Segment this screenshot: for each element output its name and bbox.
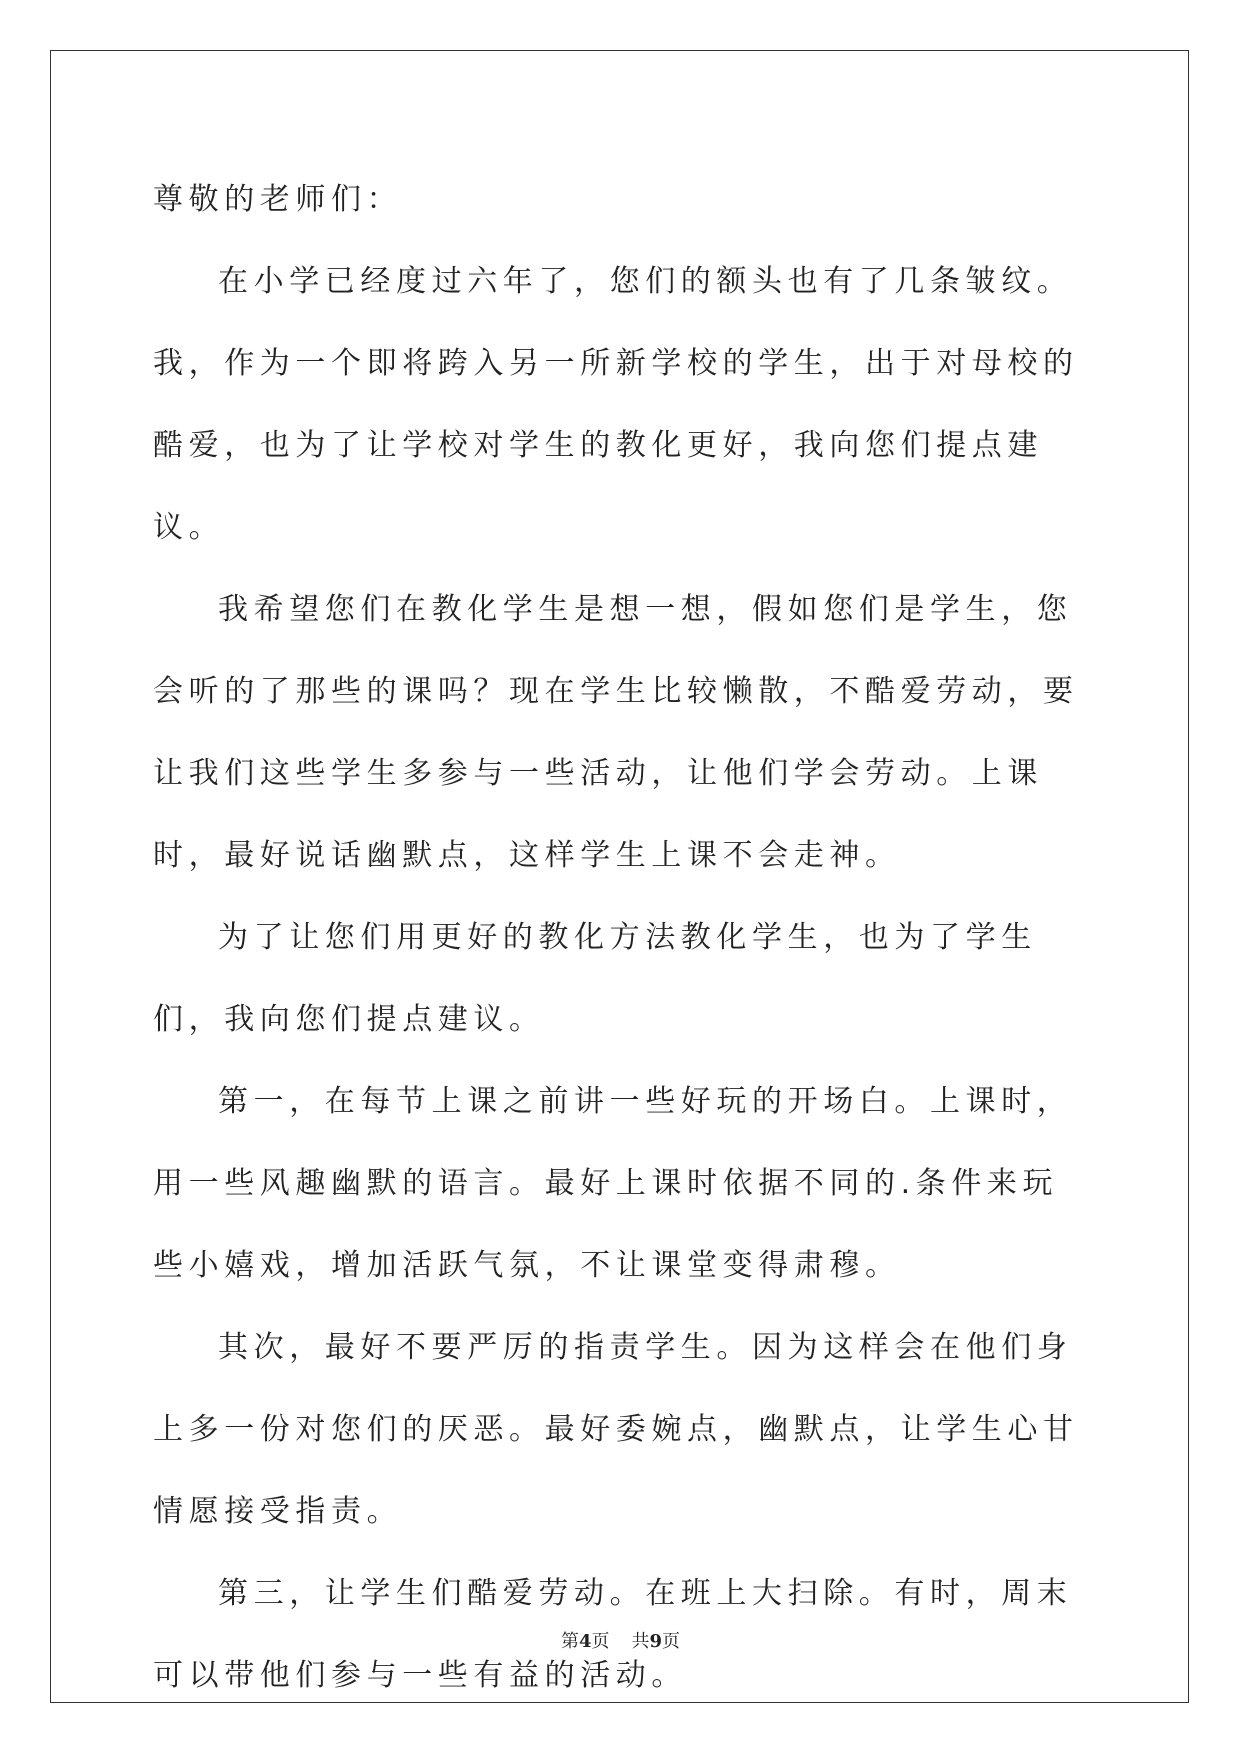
page-prefix: 第 [560, 1631, 579, 1652]
salutation: 尊敬的老师们： [153, 182, 403, 217]
paragraph: 第三，让学生们酷爱劳动。在班上大扫除。有时，周末可以带他们参与一些有益的活动。 [153, 1576, 1073, 1693]
total-pages: 9 [649, 1631, 663, 1652]
total-suffix: 页 [662, 1631, 681, 1652]
paragraph: 第一，在每节上课之前讲一些好玩的开场白。上课时，用一些风趣幽默的语言。最好上课时依据不同的.条件来玩些小嬉戏，增加活跃气氛，不让课堂变得肃穆。 [153, 1084, 1073, 1283]
total-prefix: 共 [631, 1631, 650, 1652]
document-body [153, 159, 1088, 1717]
paragraph: 我希望您们在教化学生是想一想，假如您们是学生，您会听的了那些的课吗？现在学生比较懒散，不酷爱劳动，要让我们这些学生多参与一些活动，让他们学会劳动。上课时，最好说话幽默点，这样学生上课不会走神。 [153, 592, 1079, 873]
paragraph: 其次，最好不要严厉的指责学生。因为这样会在他们身上多一份对您们的厌恶。最好委婉点，幽默点，让学生心甘情愿接受指责。 [153, 1330, 1079, 1529]
page-suffix: 页 [591, 1631, 610, 1652]
paragraph: 为了让您们用更好的教化方法教化学生，也为了学生们，我向您们提点建议。 [153, 920, 1037, 1037]
paragraph: 在小学已经度过六年了，您们的额头也有了几条皱纹。我，作为一个即将跨入另一所新学校的学生，出于对母校的酷爱，也为了让学校对学生的教化更好，我向您们提点建议。 [153, 264, 1079, 545]
page-footer [0, 1627, 1241, 1653]
page-number: 4 [578, 1631, 592, 1652]
